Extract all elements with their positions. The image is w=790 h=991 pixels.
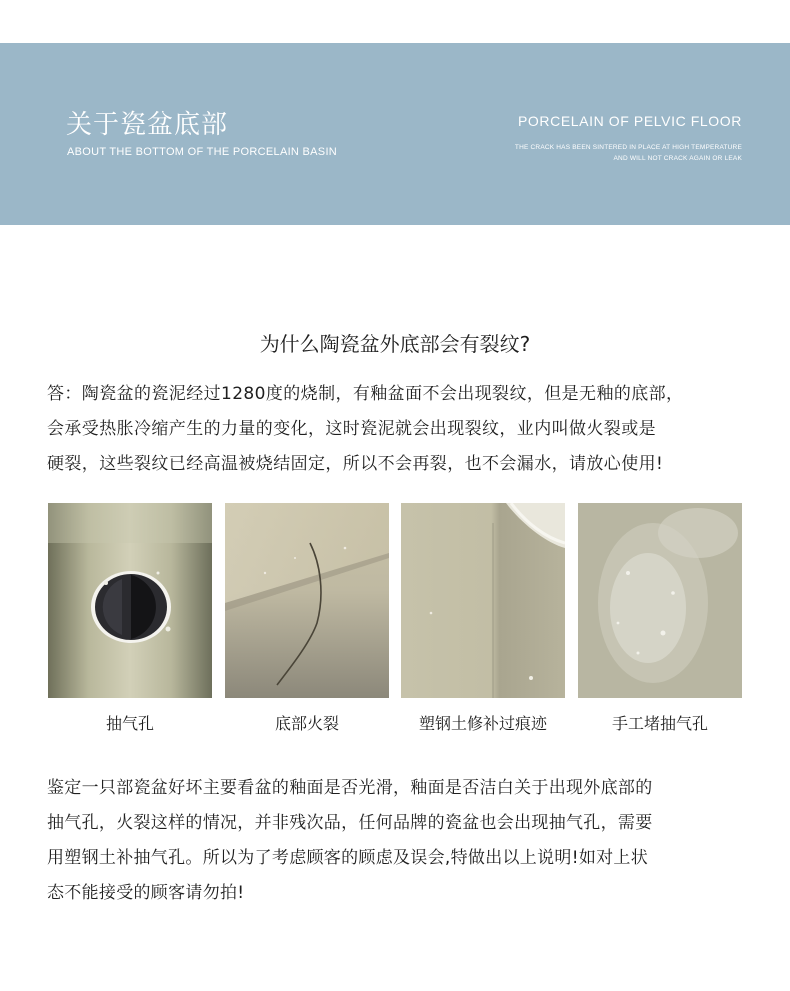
crack-photo [225, 503, 389, 698]
banner-right-subtitle-line-2: AND WILL NOT CRACK AGAIN OR LEAK [613, 155, 742, 162]
vent-hole-photo [48, 503, 212, 698]
answer-paragraph [47, 377, 747, 482]
banner-right-subtitle [515, 142, 742, 164]
caption-hand-plugged-hole: 手工堵抽气孔 [611, 714, 708, 733]
note-line: 抽气孔，火裂这样的情况，并非残次品，任何品牌的瓷盆也会出现抽气孔，需要 [47, 813, 653, 833]
banner-title: 关于瓷盆底部 [66, 110, 229, 140]
caption-repair-trace: 塑钢土修补过痕迹 [418, 714, 547, 733]
question-heading: 为什么陶瓷盆外底部会有裂纹? [259, 332, 531, 356]
answer-line: 硬裂，这些裂纹已经高温被烧结固定，所以不会再裂，也不会漏水，请放心使用! [47, 454, 664, 474]
note-paragraph [47, 771, 752, 911]
hand-plugged-hole-photo [578, 503, 742, 698]
answer-line: 答：陶瓷盆的瓷泥经过1280度的烧制，有釉盆面不会出现裂纹，但是无釉的底部， [47, 384, 684, 404]
banner-right-subtitle-line-1: THE CRACK HAS BEEN SINTERED IN PLACE AT HIGH TEMPERATURE [514, 144, 742, 151]
note-line: 用塑钢土补抽气孔。所以为了考虑顾客的顾虑及误会,特做出以上说明!如对上状 [47, 848, 649, 868]
repair-trace-photo [401, 503, 565, 698]
note-line: 鉴定一只部瓷盆好坏主要看盆的釉面是否光滑，釉面是否洁白关于出现外底部的 [47, 778, 653, 798]
note-line: 态不能接受的顾客请勿拍! [47, 883, 245, 903]
caption-crack: 底部火裂 [274, 714, 339, 733]
banner-right-title: PORCELAIN OF PELVIC FLOOR [517, 113, 742, 129]
banner-subtitle: ABOUT THE BOTTOM OF THE PORCELAIN BASIN [67, 146, 338, 158]
caption-vent-hole: 抽气孔 [105, 714, 154, 733]
answer-line: 会承受热胀冷缩产生的力量的变化，这时瓷泥就会出现裂纹，业内叫做火裂或是 [47, 419, 656, 439]
